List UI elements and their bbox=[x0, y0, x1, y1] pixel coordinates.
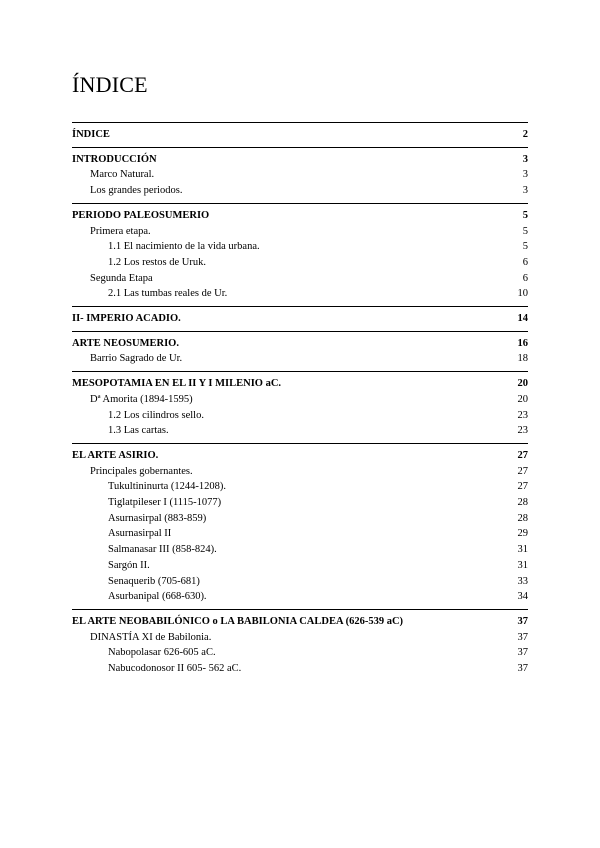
toc-entry-page-number: 2 bbox=[522, 129, 528, 140]
toc-section-entry[interactable] bbox=[72, 351, 528, 367]
toc-section-entry[interactable] bbox=[72, 630, 528, 646]
toc-subsection-entry[interactable] bbox=[72, 589, 528, 605]
toc-subsection-entry[interactable] bbox=[72, 574, 528, 590]
toc-entry-label: Nabucodonosor II 605- 562 aC. bbox=[108, 663, 242, 675]
toc-entry-page-number: 6 bbox=[522, 272, 528, 284]
toc-section-entry[interactable] bbox=[72, 392, 528, 408]
toc-subsection-entry[interactable] bbox=[72, 239, 528, 255]
toc-entry-label: Segunda Etapa bbox=[90, 272, 153, 284]
toc-entry-page-number: 27 bbox=[517, 465, 528, 477]
toc-subsection-entry[interactable] bbox=[72, 408, 528, 424]
toc-entry-page-number: 3 bbox=[522, 169, 528, 181]
toc-entry-label: Senaquerib (705-681) bbox=[108, 575, 200, 587]
toc-section-entry[interactable] bbox=[72, 271, 528, 287]
toc-entry-page-number: 5 bbox=[522, 225, 528, 237]
toc-subsection-entry[interactable] bbox=[72, 423, 528, 439]
toc-entry-label: Tiglatpileser I (1115-1077) bbox=[108, 497, 222, 509]
toc-entry-page-number: 23 bbox=[517, 425, 528, 437]
toc-subsection-entry[interactable] bbox=[72, 286, 528, 302]
toc-entry-label: Barrio Sagrado de Ur. bbox=[90, 353, 183, 365]
toc-section bbox=[72, 443, 528, 605]
toc-entry-label: INTRODUCCIÓN bbox=[72, 153, 157, 165]
toc-subsection-entry[interactable] bbox=[72, 511, 528, 527]
toc-entry-label: Asurbanipal (668-630). bbox=[108, 591, 207, 603]
toc-entry-label: 1.2 Los restos de Uruk. bbox=[108, 256, 206, 268]
toc-entry-page-number: 31 bbox=[517, 544, 528, 556]
toc-subsection-entry[interactable] bbox=[72, 526, 528, 542]
toc-entry-page-number: 18 bbox=[517, 353, 528, 365]
toc-entry-label: 1.2 Los cilindros sello. bbox=[108, 409, 204, 421]
toc-entry-page-number: 10 bbox=[517, 288, 528, 300]
toc-entry-label: Asurnasirpal II bbox=[108, 528, 172, 540]
toc-chapter-entry[interactable] bbox=[72, 448, 528, 464]
toc-entry-label: Salmanasar III (858-824). bbox=[108, 544, 217, 556]
toc-chapter-entry[interactable] bbox=[72, 127, 528, 143]
table-of-contents bbox=[72, 122, 528, 681]
toc-entry-label: II- IMPERIO ACADIO. bbox=[72, 313, 181, 325]
toc-entry-page-number: 23 bbox=[517, 409, 528, 421]
toc-entry-label: Asurnasirpal (883-859) bbox=[108, 512, 207, 524]
toc-entry-page-number: 27 bbox=[517, 481, 528, 493]
toc-subsection-entry[interactable] bbox=[72, 542, 528, 558]
toc-entry-label: ARTE NEOSUMERIO. bbox=[72, 337, 179, 349]
toc-entry-page-number: 28 bbox=[517, 512, 528, 524]
toc-subsection-entry[interactable] bbox=[72, 479, 528, 495]
toc-entry-page-number: 3 bbox=[522, 185, 528, 197]
toc-entry-label: PERIODO PALEOSUMERIO bbox=[72, 209, 210, 221]
toc-entry-page-number: 27 bbox=[517, 449, 528, 461]
toc-chapter-entry[interactable] bbox=[72, 152, 528, 168]
toc-entry-label: Los grandes periodos. bbox=[90, 185, 183, 197]
toc-entry-label: Marco Natural. bbox=[90, 169, 155, 181]
toc-chapter-entry[interactable] bbox=[72, 311, 528, 327]
toc-subsection-entry[interactable] bbox=[72, 255, 528, 271]
toc-section bbox=[72, 331, 528, 367]
toc-entry-label: Principales gobernantes. bbox=[90, 465, 193, 477]
toc-entry-label: EL ARTE ASIRIO. bbox=[72, 449, 159, 461]
toc-section bbox=[72, 306, 528, 327]
toc-subsection-entry[interactable] bbox=[72, 645, 528, 661]
toc-section bbox=[72, 122, 528, 143]
toc-entry-page-number: 33 bbox=[517, 575, 528, 587]
toc-entry-page-number: 6 bbox=[522, 256, 528, 268]
toc-entry-page-number: 28 bbox=[517, 497, 528, 509]
toc-entry-label: DINASTÍA XI de Babilonia. bbox=[90, 631, 212, 643]
toc-entry-page-number: 34 bbox=[517, 591, 528, 603]
toc-entry-label: Dª Amorita (1894-1595) bbox=[90, 393, 193, 405]
toc-section bbox=[72, 371, 528, 439]
page-title: ÍNDICE bbox=[72, 72, 148, 97]
toc-chapter-entry[interactable] bbox=[72, 208, 528, 224]
toc-entry-page-number: 5 bbox=[522, 209, 528, 221]
toc-entry-page-number: 3 bbox=[522, 153, 528, 165]
toc-section-entry[interactable] bbox=[72, 464, 528, 480]
toc-entry-label: Primera etapa. bbox=[90, 225, 151, 237]
toc-entry-page-number: 37 bbox=[517, 663, 528, 675]
toc-subsection-entry[interactable] bbox=[72, 495, 528, 511]
toc-entry-page-number: 31 bbox=[517, 559, 528, 571]
toc-entry-label: Nabopolasar 626-605 aC. bbox=[108, 647, 216, 659]
toc-section-entry[interactable] bbox=[72, 224, 528, 240]
toc-chapter-entry[interactable] bbox=[72, 376, 528, 392]
toc-entry-page-number: 20 bbox=[517, 378, 528, 390]
toc-entry-page-number: 37 bbox=[517, 631, 528, 643]
toc-entry-label: Sargón II. bbox=[108, 559, 150, 571]
toc-entry-page-number: 20 bbox=[517, 393, 528, 405]
toc-entry-page-number: 37 bbox=[517, 647, 528, 659]
toc-chapter-entry[interactable] bbox=[72, 614, 528, 630]
toc-entry-label: Tukultininurta (1244-1208). bbox=[108, 481, 227, 493]
toc-entry-label: 2.1 Las tumbas reales de Ur. bbox=[108, 288, 228, 300]
toc-section-entry[interactable] bbox=[72, 183, 528, 199]
toc-entry-label: EL ARTE NEOBABILÓNICO o LA BABILONIA CALDEA (626-539 aC) bbox=[72, 615, 404, 627]
toc-subsection-entry[interactable] bbox=[72, 661, 528, 677]
toc-entry-label: MESOPOTAMIA EN EL II Y I MILENIO aC. bbox=[72, 378, 282, 390]
toc-entry-page-number: 16 bbox=[517, 337, 528, 349]
toc-entry-label: ÍNDICE bbox=[72, 129, 110, 140]
toc-entry-page-number: 14 bbox=[517, 313, 528, 325]
toc-entry-page-number: 37 bbox=[517, 615, 528, 627]
toc-section bbox=[72, 203, 528, 302]
toc-section bbox=[72, 147, 528, 199]
toc-entry-label: 1.3 Las cartas. bbox=[108, 425, 169, 437]
toc-entry-page-number: 5 bbox=[522, 241, 528, 253]
toc-section bbox=[72, 609, 528, 677]
toc-entry-page-number: 29 bbox=[517, 528, 528, 540]
toc-subsection-entry[interactable] bbox=[72, 558, 528, 574]
toc-chapter-entry[interactable] bbox=[72, 336, 528, 352]
toc-section-entry[interactable] bbox=[72, 167, 528, 183]
toc-entry-label: 1.1 El nacimiento de la vida urbana. bbox=[108, 241, 260, 253]
